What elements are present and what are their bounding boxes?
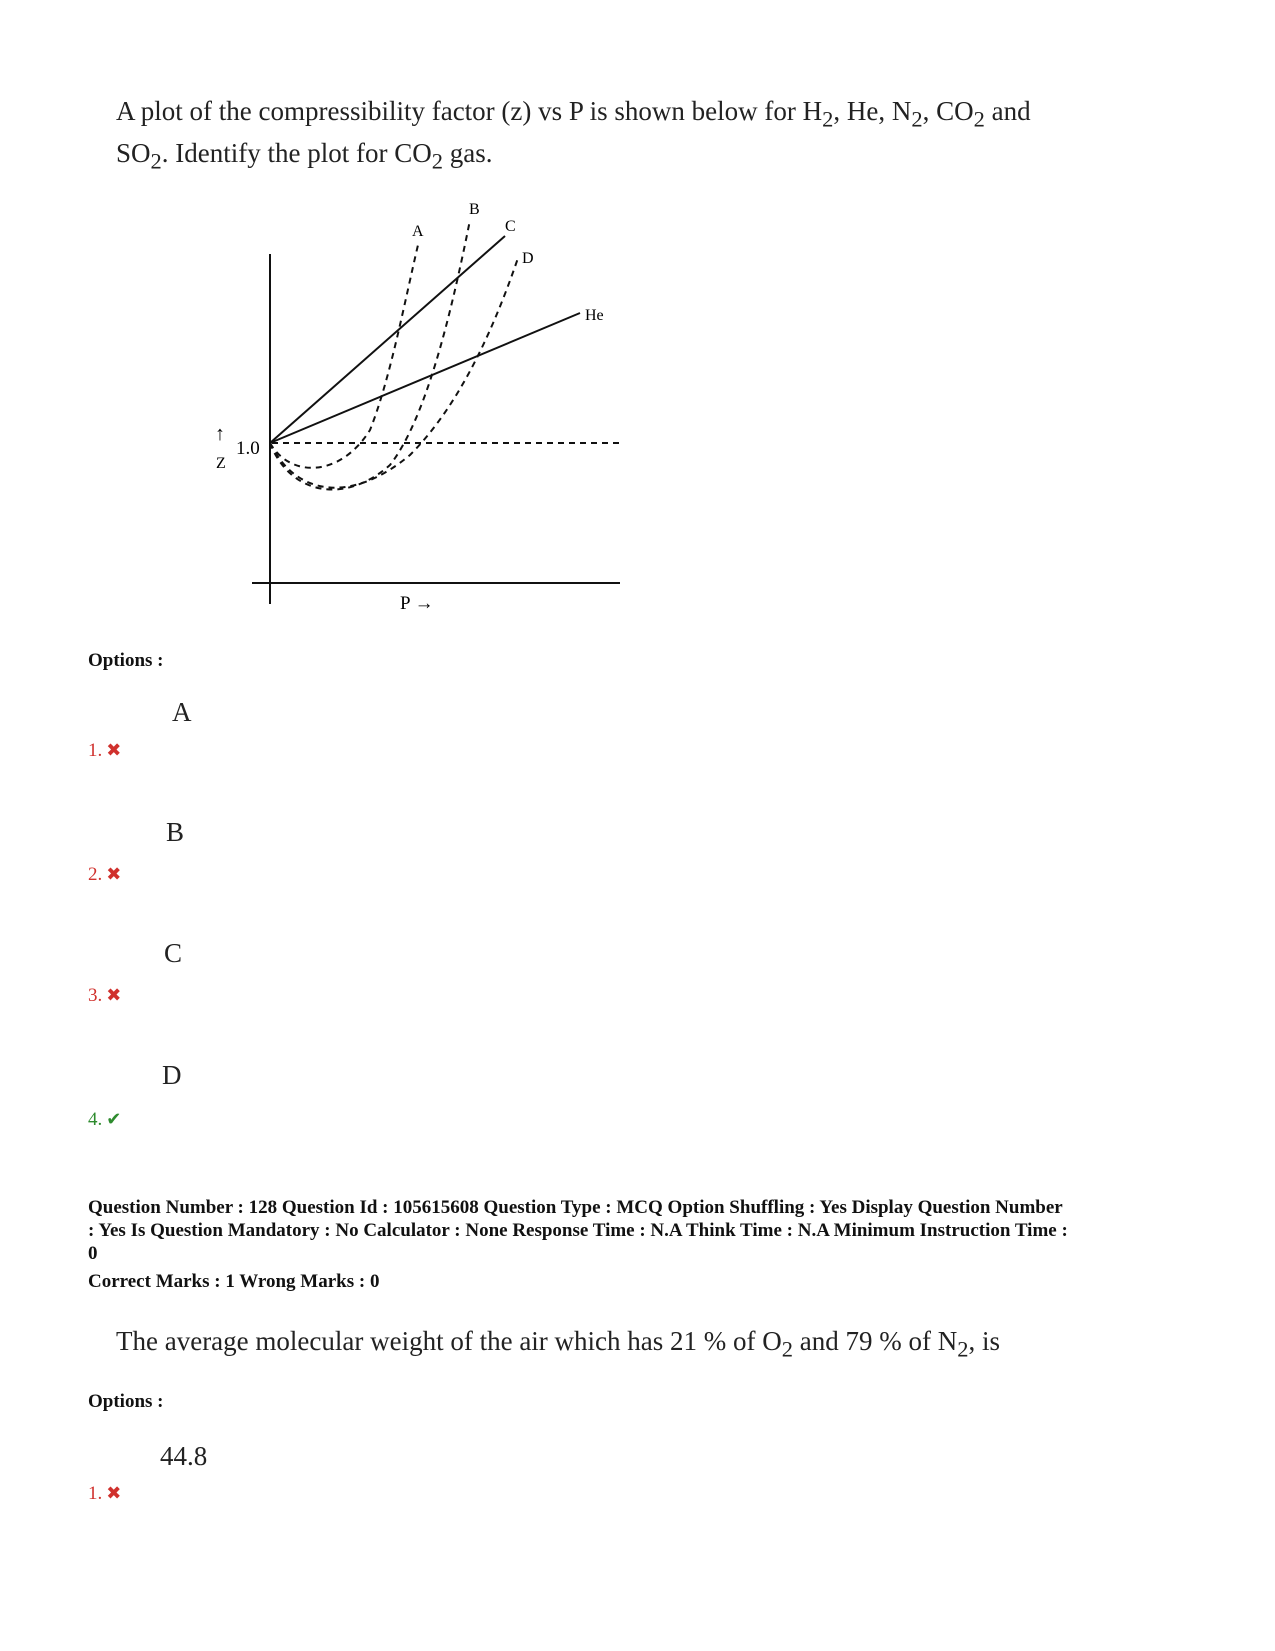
option-4-value: D [162,1060,182,1090]
wrong-icon: ✖ [106,985,122,1005]
curve-label-A: A [412,223,424,240]
options-label-q1: Options : [88,650,164,671]
q2-option-1[interactable]: 1. ✖ [88,1483,122,1504]
question-1-line-1: A plot of the compressibility factor (z) vs P is shown below for $H_2$, He, $N_2$, $CO_2$ and [116,96,1031,132]
question-2-text: The average molecular weight of the air which has 21 % of $O_2$ and 79 % of $N_2$, is [116,1326,1000,1362]
curve-label-D: D [522,250,534,267]
y-axis-label: Z [216,455,226,472]
q2-option-1-value: 44.8 [160,1441,208,1471]
wrong-icon: ✖ [106,1483,122,1503]
check-icon: ✔ [106,1109,122,1129]
curve-label-He: He [585,307,604,324]
option-4[interactable]: 4. ✔ [88,1109,122,1130]
curve-label-C: C [505,218,516,235]
compressibility-chart [0,0,1275,640]
option-3[interactable]: 3. ✖ [88,985,122,1006]
option-2[interactable]: 2. ✖ [88,864,122,885]
marks-info: Correct Marks : 1 Wrong Marks : 0 [88,1271,380,1292]
option-1[interactable]: 1. ✖ [88,740,122,761]
curve-label-B: B [469,201,480,218]
meta-line-2: : Yes Is Question Mandatory : No Calculator : None Response Time : N.A Think Time : N.A Minimum Instruction Time : [88,1220,1068,1241]
series-D [270,258,518,488]
y-reference-label: 1.0 [236,438,260,459]
wrong-icon: ✖ [106,740,122,760]
options-label-q2: Options : [88,1391,164,1412]
x-axis-label: P → [400,593,434,614]
question-1-line-2: $SO_2$. Identify the plot for $CO_2$ gas. [116,138,493,174]
wrong-icon: ✖ [106,864,122,884]
question-meta [88,1196,1188,1293]
meta-line-3: 0 [88,1243,98,1264]
meta-line-1: Question Number : 128 Question Id : 105615608 Question Type : MCQ Option Shuffling : Yes Display Question Number [88,1197,1063,1218]
y-axis-arrow-icon: ↑ [215,423,225,445]
option-3-value: C [164,938,183,968]
option-1-value: A [172,697,192,727]
series-C [270,236,505,443]
option-2-value: B [166,817,185,847]
series-He [270,313,580,443]
